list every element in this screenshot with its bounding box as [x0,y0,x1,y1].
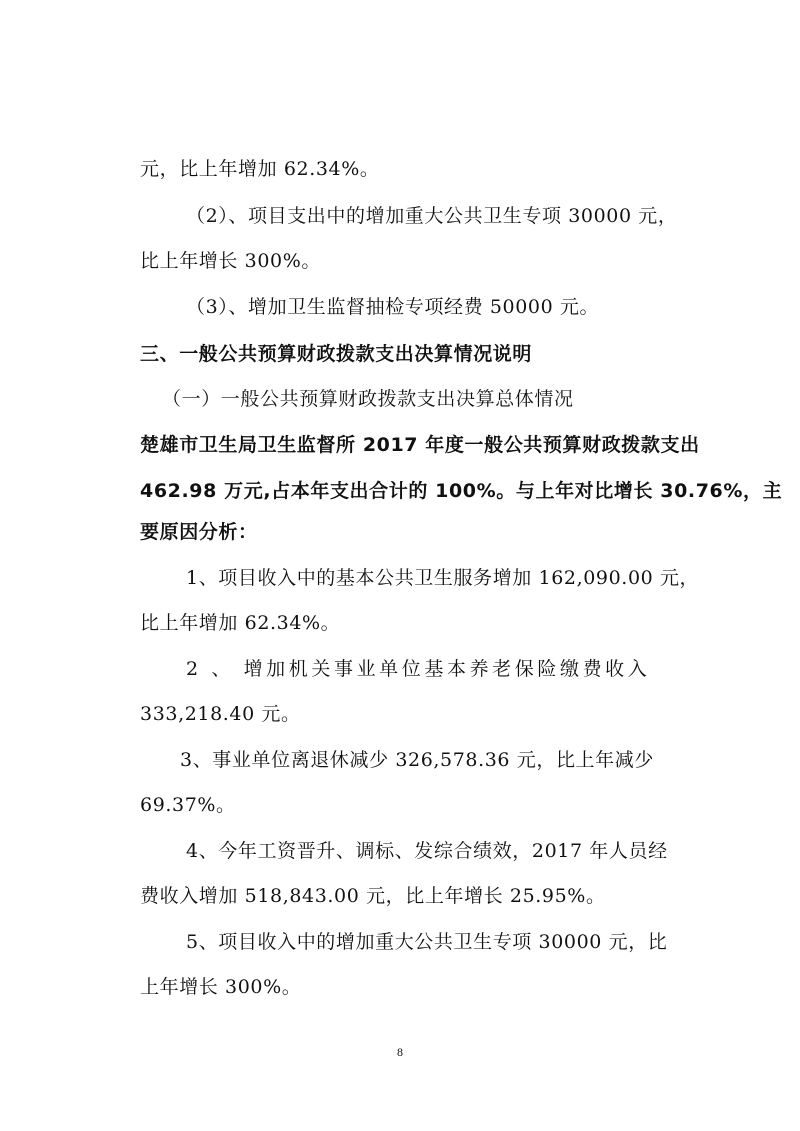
paragraph-line: 元，比上年增加 62.34%。 [140,158,380,180]
paragraph-line: 2 、 增加机关事业单位基本养老保险缴费收入 [186,658,651,680]
paragraph-line: 5、项目收入中的增加重大公共卫生专项 30000 元，比 [186,931,668,953]
paragraph-line: 1、项目收入中的基本公共卫生服务增加 162,090.00 元， [186,567,700,589]
paragraph-line: 上年增长 300%。 [140,976,302,998]
paragraph-line: （2）、项目支出中的增加重大公共卫生专项 30000 元， [186,205,678,227]
paragraph-line: （3）、增加卫生监督抽检专项经费 50000 元。 [186,296,600,318]
paragraph-line: 69.37%。 [140,794,236,816]
paragraph-line: 费收入增加 518,843.00 元，比上年增长 25.95%。 [140,885,606,907]
paragraph-line: 楚雄市卫生局卫生监督所 2017 年度一般公共预算财政拨款支出 [140,434,700,456]
section-heading: 三、一般公共预算财政拨款支出决算情况说明 [140,343,533,365]
paragraph-line: 比上年增长 300%。 [140,250,321,272]
paragraph-line: 3、事业单位离退休减少 326,578.36 元，比上年减少 [180,749,654,771]
paragraph-line: 4、今年工资晋升、调标、发综合绩效，2017 年人员经 [186,840,668,862]
paragraph-line: 462.98 万元,占本年支出合计的 100%。与上年对比增长 30.76%，主 [140,480,783,502]
paragraph-line: 333,218.40 元。 [140,703,301,725]
page-number: 8 [397,1045,403,1059]
paragraph-line: 要原因分析： [140,521,258,543]
subsection-heading: （一）一般公共预算财政拨款支出决算总体情况 [162,388,574,410]
paragraph-line: 比上年增加 62.34%。 [140,612,341,634]
